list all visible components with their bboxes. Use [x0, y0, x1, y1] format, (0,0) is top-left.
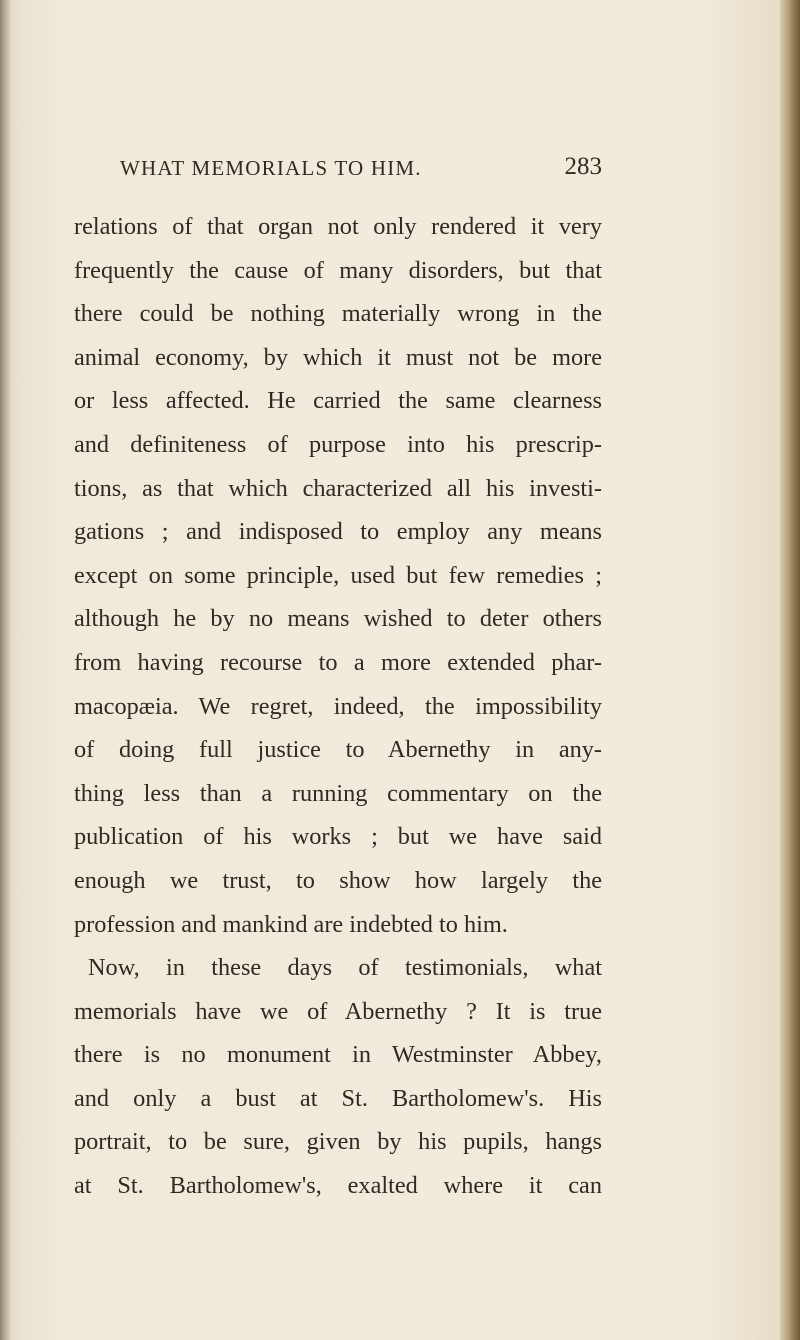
text-line: animal economy, by which it must not be more	[74, 343, 602, 371]
text-line: from having recourse to a more extended phar-	[74, 648, 602, 676]
page-number: 283	[564, 153, 602, 180]
page-header	[120, 153, 602, 190]
text-line: of doing full justice to Abernethy in any-	[74, 736, 602, 764]
text-line: enough we trust, to show how largely the	[74, 866, 602, 894]
text-line: except on some principle, used but few remedies ;	[74, 561, 602, 589]
text-line: gations ; and indisposed to employ any means	[74, 518, 602, 546]
text-line: macopæia. We regret, indeed, the impossibility	[74, 692, 602, 720]
text-line: and only a bust at St. Bartholomew's. His	[74, 1084, 602, 1112]
running-head: WHAT MEMORIALS TO HIM.	[120, 156, 422, 180]
text-line: memorials have we of Abernethy ? It is true	[74, 997, 602, 1025]
text-line: there could be nothing materially wrong in the	[74, 300, 602, 328]
paragraph-start-line: Now, in these days of testimonials, what	[88, 954, 602, 982]
text-line: tions, as that which characterized all his investi-	[74, 474, 602, 502]
text-line: or less affected. He carried the same clearness	[74, 387, 602, 415]
text-line: thing less than a running commentary on the	[74, 779, 602, 807]
text-line: publication of his works ; but we have said	[74, 823, 602, 851]
page-edge	[780, 0, 800, 1340]
text-line: there is no monument in Westminster Abbey,	[74, 1041, 602, 1069]
binding-gutter	[0, 0, 10, 1340]
text-line: at St. Bartholomew's, exalted where it can	[74, 1172, 602, 1200]
text-line: frequently the cause of many disorders, but that	[74, 256, 602, 284]
text-line: portrait, to be sure, given by his pupils, hangs	[74, 1128, 602, 1156]
body-text	[74, 205, 602, 1208]
text-line: relations of that organ not only rendered it very	[74, 213, 602, 240]
text-line: although he by no means wished to deter others	[74, 605, 602, 633]
text-line: profession and mankind are indebted to him.	[74, 910, 508, 938]
text-line: and definiteness of purpose into his prescrip-	[74, 430, 602, 458]
